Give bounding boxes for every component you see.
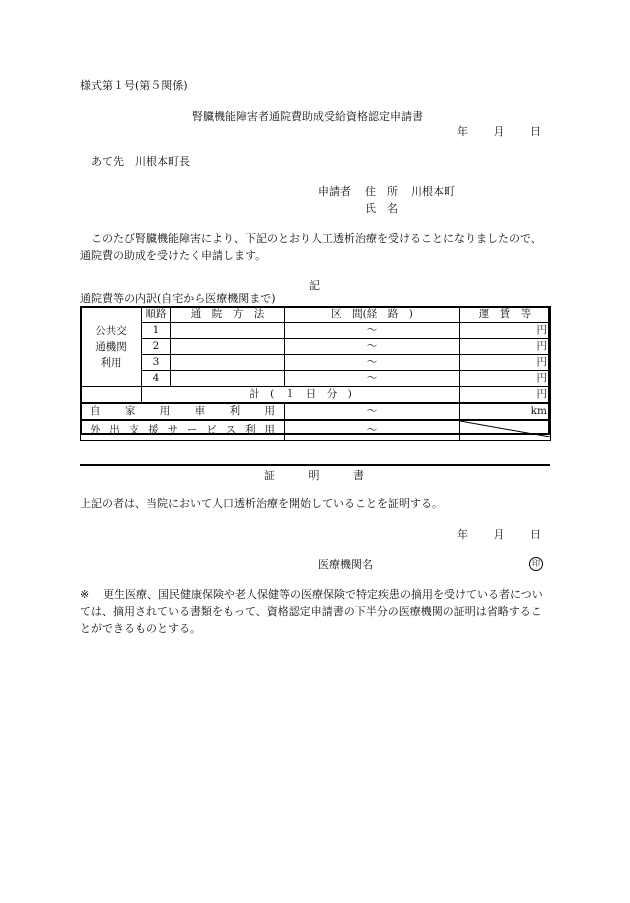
day-label: 日 — [530, 528, 541, 541]
method-cell[interactable] — [171, 355, 285, 371]
outing-support-label — [81, 420, 285, 440]
note-text: 更生医療、国民健康保険や老人保健等の医療保険で特定疾患の摘用を受けている者については、摘用されている書類をもって、資格認定申請書の下半分の医療機関の証明は省略することができるものとする。 — [80, 588, 543, 635]
total-fare-cell[interactable]: 円 — [460, 387, 551, 404]
table-row — [81, 339, 551, 355]
institution-label: 医療機関名 — [318, 558, 373, 571]
method-cell[interactable] — [171, 323, 285, 339]
addressee: あて先 川根本町長 — [91, 155, 190, 168]
method-cell[interactable] — [171, 371, 285, 387]
public-transport-line-1: 公共交 — [95, 324, 127, 337]
total-row — [81, 387, 551, 404]
section-cell[interactable]: ～ — [285, 371, 460, 387]
private-car-label-chars: 自 家 用 車 利 用 — [90, 405, 275, 418]
day-label: 日 — [530, 125, 541, 138]
private-car-distance[interactable]: km — [460, 403, 551, 420]
seal-mark: 印 — [529, 557, 543, 571]
applicant-label: 申請者 — [318, 185, 351, 198]
applicant-address-value: 川根本町 — [411, 185, 455, 198]
route-number: 2 — [142, 339, 171, 355]
fare-cell[interactable]: 円 — [460, 323, 551, 339]
transport-cost-table — [80, 306, 551, 441]
method-cell[interactable] — [171, 339, 285, 355]
section-cell[interactable]: ～ — [285, 323, 460, 339]
certificate-date — [457, 529, 541, 540]
table-header-row — [81, 307, 551, 323]
total-blank-cell — [81, 387, 142, 404]
header-fare: 運 賃 等 — [460, 307, 551, 323]
year-label: 年 — [457, 528, 468, 541]
fare-cell[interactable]: 円 — [460, 355, 551, 371]
separator-line — [80, 464, 550, 466]
applicant-address-label: 住 所 — [365, 185, 398, 198]
intro-paragraph: このたび腎臓機能障害により、下記のとおり人工透析治療を受けることになりましたので、通院費の助成を受けたく申請します。 — [80, 232, 542, 262]
certificate-title: 証 明 書 — [264, 469, 364, 482]
private-car-row — [81, 403, 551, 420]
public-transport-label — [81, 307, 142, 387]
diagonal-strike — [460, 421, 550, 437]
table-row — [81, 371, 551, 387]
outing-support-label-chars: 外 出 支 援 サ ー ビ ス 利 用 — [90, 424, 275, 436]
month-label: 月 — [493, 528, 505, 541]
table-row — [81, 323, 551, 339]
application-date — [457, 126, 541, 137]
ki-heading: 記 — [309, 279, 320, 292]
section-cell[interactable]: ～ — [285, 339, 460, 355]
public-transport-line-3: 利用 — [100, 356, 122, 369]
private-car-section[interactable]: ～ — [285, 403, 460, 420]
outing-support-row — [81, 420, 551, 440]
header-section: 区 間(経 路 ) — [285, 307, 460, 323]
outing-support-fare-void — [460, 420, 551, 440]
private-car-label — [81, 403, 285, 420]
header-method: 通 院 方 法 — [171, 307, 285, 323]
year-label: 年 — [457, 125, 468, 138]
form-title: 腎臓機能障害者通院費助成受給資格認定申請書 — [192, 110, 423, 123]
section-cell[interactable]: ～ — [285, 355, 460, 371]
table-caption: 通院費等の内訳(自宅から医療機関まで) — [80, 292, 276, 305]
route-number: 4 — [142, 371, 171, 387]
route-number: 3 — [142, 355, 171, 371]
header-order: 順路 — [142, 307, 171, 323]
total-label: 計 ( １ 日 分 ) — [142, 387, 460, 404]
outing-support-section[interactable]: ～ — [285, 420, 460, 440]
note-mark: ※ — [80, 588, 90, 601]
applicant-name-label: 氏 名 — [365, 202, 398, 215]
month-label: 月 — [493, 125, 505, 138]
form-number: 様式第１号(第５関係) — [80, 79, 188, 92]
table-row — [81, 355, 551, 371]
public-transport-line-2: 通機関 — [95, 340, 127, 353]
fare-cell[interactable]: 円 — [460, 371, 551, 387]
fare-cell[interactable]: 円 — [460, 339, 551, 355]
route-number: 1 — [142, 323, 171, 339]
certificate-body: 上記の者は、当院において人口透析治療を開始していることを証明する。 — [80, 497, 443, 510]
